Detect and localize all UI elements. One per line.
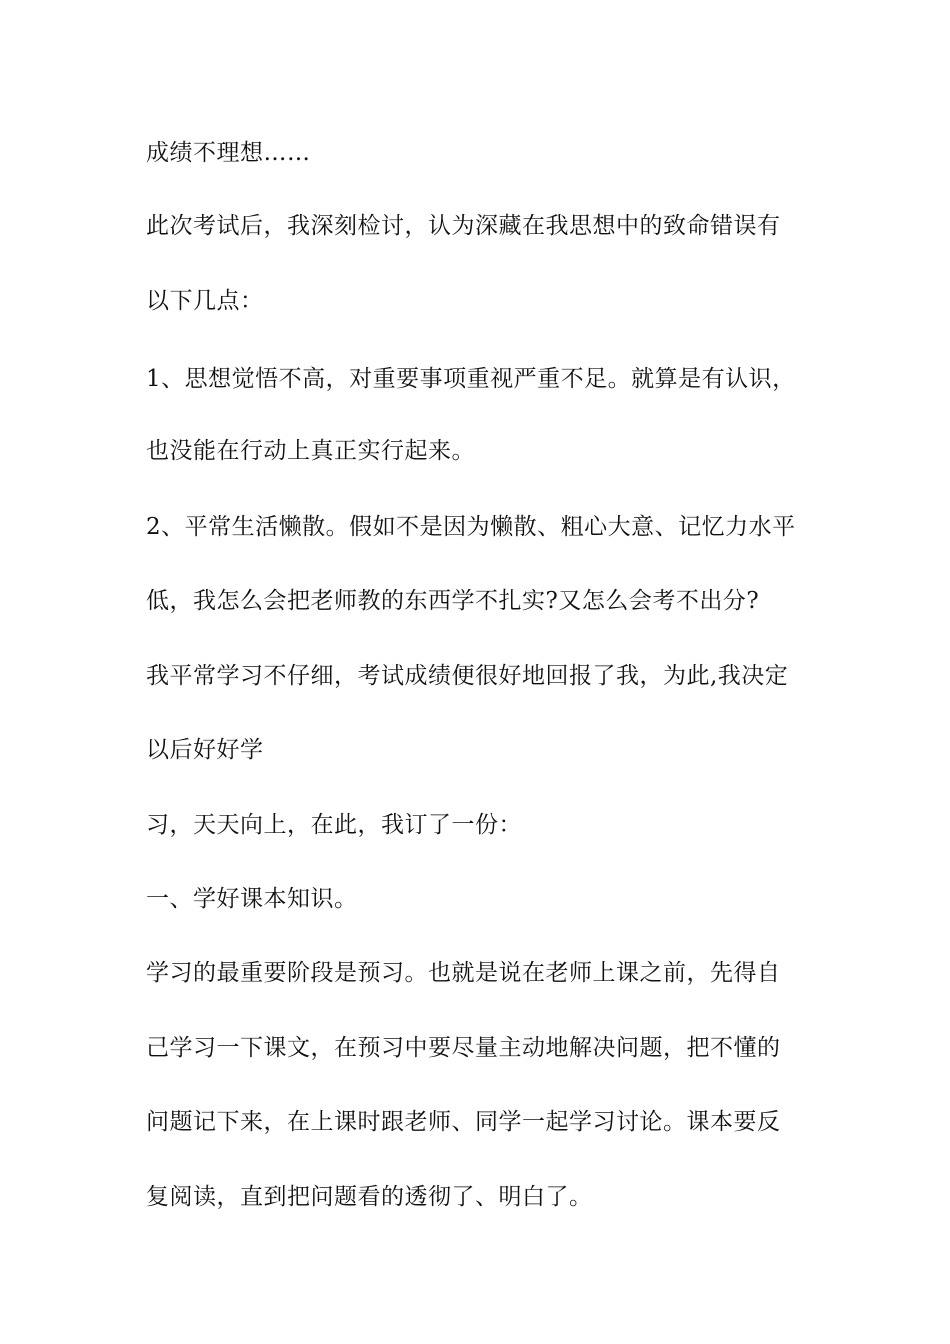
text-line-4: 1、思想觉悟不高，对重要事项重视严重不足。就算是有认识，: [146, 366, 796, 392]
text-line-1: 成绩不理想……: [146, 140, 311, 166]
text-line-8: 我平常学习不仔细，考试成绩便很好地回报了我，为此,我决定: [146, 663, 789, 689]
text-line-9: 以后好好学: [146, 737, 264, 763]
text-line-3: 以下几点：: [146, 288, 264, 314]
text-line-11: 一、学好课本知识。: [146, 886, 358, 912]
text-line-10: 习，天天向上，在此，我订了一份：: [146, 812, 522, 838]
text-line-15: 复阅读，直到把问题看的透彻了、明白了。: [146, 1184, 593, 1210]
text-line-6: 2、平常生活懒散。假如不是因为懒散、粗心大意、记忆力水平: [146, 514, 796, 540]
text-line-14: 问题记下来，在上课时跟老师、同学一起学习讨论。课本要反: [146, 1109, 781, 1135]
text-line-5: 也没能在行动上真正实行起来。: [146, 438, 475, 464]
text-line-12: 学习的最重要阶段是预习。也就是说在老师上课之前，先得自: [146, 960, 781, 986]
text-line-7: 低，我怎么会把老师教的东西学不扎实?又怎么会考不出分?: [146, 588, 760, 614]
text-line-13: 己学习一下课文，在预习中要尽量主动地解决问题，把不懂的: [146, 1035, 781, 1061]
text-line-2: 此次考试后，我深刻检讨，认为深藏在我思想中的致命错误有: [146, 213, 781, 239]
